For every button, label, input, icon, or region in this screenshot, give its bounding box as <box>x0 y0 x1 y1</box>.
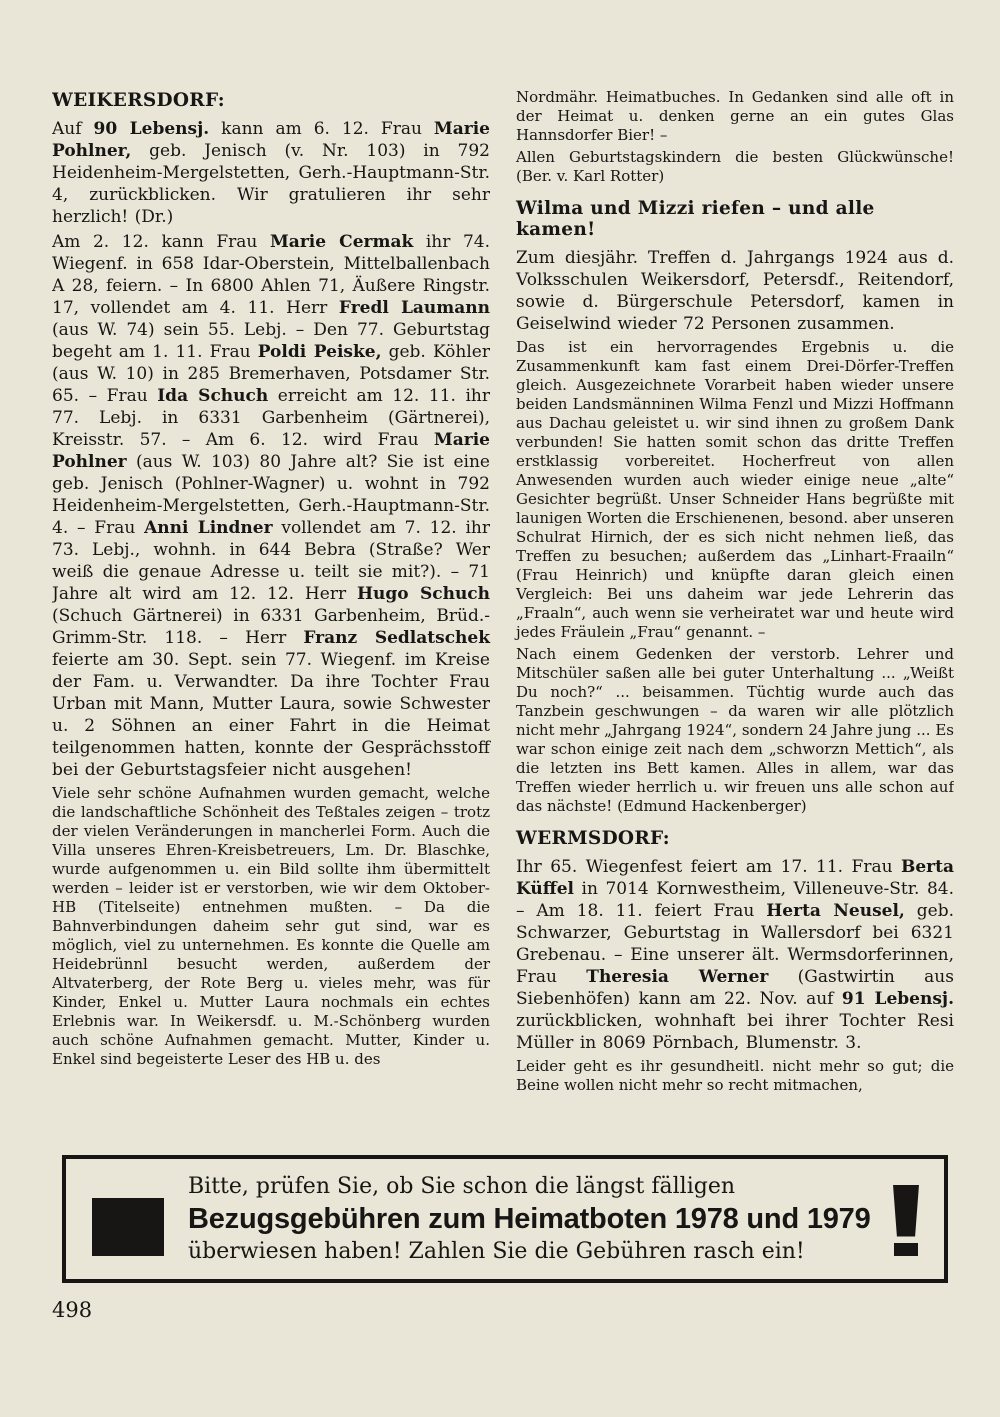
notice-line-3: überwiesen haben! Zahlen Sie die Gebühren rasch ein! <box>188 1238 805 1264</box>
exclamation-dot <box>894 1243 918 1256</box>
treffen-report-paragraph-2: Nach einem Gedenken der verstorb. Lehrer und Mitschüler saßen alle bei guter Unterhaltung ... „Weißt Du noch?“ ... beisammen. Tüchtig wurde auch das Tanzbein geschwungen – da waren wir alle plötzlich nicht mehr „Jahrgang 1924“, sondern 24 Jahre jung ... Es war schon einige zeit nach dem „schworzn Mettich“, als die letzten ins Bett kamen. Alles in allem, war das Treffen wieder herrlich u. wir freuen uns alle schon auf das nächste! (Edmund Hackenberger) <box>516 645 954 815</box>
report-paragraph-glueckwuensche: Allen Geburtstagskindern die besten Glückwünsche! (Ber. v. Karl Rotter) <box>516 148 954 185</box>
treffen-lead-paragraph: Zum diesjähr. Treffen d. Jahrgangs 1924 aus d. Volksschulen Weikersdorf, Petersdf., Reitendorf, sowie d. Bürgerschule Petersdorf, kamen in Geiselwind wieder 72 Personen zusammen. <box>516 248 954 334</box>
section-heading-treffen: Wilma und Mizzi riefen – und alle kamen! <box>516 198 875 240</box>
wermsdorf-birthday-paragraph: Ihr 65. Wiegenfest feiert am 17. 11. Frau Berta Küffel in 7014 Kornwestheim, Villeneuve-Str. 84. – Am 18. 11. feiert Frau Herta Neusel, geb. Schwarzer, Geburtstag in Wallersdorf bei 6321 Grebenau. – Eine unserer ält. Wermsdorferinnen, Frau Theresia Werner (Gastwirtin aus Siebenhöfen) kann am 22. Nov. auf 91 Lebensj. zurückblicken, wohnhaft bei ihrer Tochter Resi Müller in 8069 Pörnbach, Blumenstr. 3. <box>516 857 954 1053</box>
birthday-paragraph-list: Am 2. 12. kann Frau Marie Cermak ihr 74. Wiegenf. in 658 Idar-Oberstein, Mittelballenbach A 28, feiern. – In 6800 Ahlen 71, Äußere Ringstr. 17, vollendet am 4. 11. Herr Fredl Laumann (aus W. 74) sein 55. Lebj. – Den 77. Geburtstag begeht am 1. 11. Frau Poldi Peiske, geb. Köhler (aus W. 10) in 285 Bremerhaven, Potsdamer Str. 65. – Frau Ida Schuch erreicht am 12. 11. ihr 77. Lebj. in 6331 Garbenheim (Gärtnerei), Kreisstr. 57. – Am 6. 12. wird Frau Marie Pohlner (aus W. 103) 80 Jahre alt? Sie ist eine geb. Jenisch (Pohlner-Wagner) u. wohnt in 792 Heidenheim-Mergelstetten, Gerh.-Hauptmann-Str. 4. – Frau Anni Lindner vollendet am 7. 12. ihr 73. Lebj., wohnh. in 644 Bebra (Straße? Wer weiß die genaue Adresse u. teilt sie mit?). – 71 Jahre alt wird am 12. 12. Herr Hugo Schuch (Schuch Gärtnerei) in 6331 Garbenheim, Brüd.-Grimm-Str. 118. – Herr Franz Sedlatschek feierte am 30. Sept. sein 77. Wiegenf. im Kreise der Fam. u. Verwandter. Da ihre Tochter Frau Urban mit Mann, Mutter Laura, sowie Schwester u. 2 Söhnen an einer Fahrt in die Heimat teilgenommen hatten, konnte der Gesprächsstoff bei der Geburtstagsfeier nicht ausgehen! <box>52 232 491 780</box>
report-paragraph-continuation: Nordmähr. Heimatbuches. In Gedanken sind alle oft in der Heimat u. denken gerne an ein gutes Glas Hannsdorfer Bier! – <box>516 88 954 144</box>
subscription-notice-box <box>62 1155 948 1283</box>
exclamation-icon <box>888 1185 924 1256</box>
text-columns <box>52 88 954 1150</box>
notice-text <box>164 1174 880 1265</box>
notice-line-1: Bitte, prüfen Sie, ob Sie schon die längst fälligen <box>188 1173 736 1199</box>
treffen-report-paragraph-1: Das ist ein hervorragendes Ergebnis u. die Zusammenkunft kam fast einem Drei-Dörfer-Treffen gleich. Ausgezeichnete Vorarbeit haben wieder unsere beiden Landsmänninen Wilma Fenzl und Mizzi Hoffmann aus Dachau geleistet u. wir sind ihnen zu großem Dank verbunden! Sie hatten somit schon das dritte Treffen erstklassig vorbereitet. Hocherfreut von allen Anwesenden wurden auch wieder einige neue „alte“ Gesichter begrüßt. Unser Schneider Hans begrüßte mit launigen Worten die Erschienenen, besond. aber unseren Schulrat Hirnich, der es sich nicht nehmen ließ, das Treffen zu besuchen; außerdem das „Linhart-Fraailn“ (Frau Heinrich) und knüpfte daran gleich einen Vergleich: Bei uns daheim war jede Lehrerin das „Fraaln“, auch wenn sie verheiratet war und heute wird jedes Fräulein „Frau“ genannt. – <box>516 338 954 641</box>
exclamation-bar <box>893 1185 919 1237</box>
right-column <box>516 88 954 1150</box>
report-paragraph-aufnahmen: Viele sehr schöne Aufnahmen wurden gemacht, welche die landschaftliche Schönheit des Teßtales zeigen – trotz der vielen Veränderungen in mancherlei Form. Auch die Villa unseres Ehren-Kreisbetreuers, Lm. Dr. Blaschke, wurde aufgenommen u. ein Bild sollte ihm übermittelt werden – leider ist er verstorben, wie wir dem Oktober-HB (Titelseite) entnehmen mußten. – Da die Bahnverbindungen daheim sehr gut sind, war es möglich, viel zu unternehmen. Es konnte die Quelle am Heidebrünnl besucht werden, außerdem der Altvaterberg, der Rote Berg u. vieles mehr, was für Kinder, Enkel u. Mutter Laura nochmals ein echtes Erlebnis war. In Weikersdf. u. M.-Schönberg wurden auch schöne Aufnahmen gemacht. Mutter, Kinder u. Enkel sind begeisterte Leser des HB u. des <box>52 784 490 1068</box>
section-heading-wermsdorf: WERMSDORF: <box>516 828 670 849</box>
section-heading-weikersdorf: WEIKERSDORF: <box>52 90 225 111</box>
black-square-mark <box>92 1198 164 1256</box>
page-number: 498 <box>52 1298 93 1322</box>
birthday-paragraph-pohlner: Auf 90 Lebensj. kann am 6. 12. Frau Marie Pohlner, geb. Jenisch (v. Nr. 103) in 792 Heidenheim-Mergelstetten, Gerh.-Hauptmann-Str. 4, zurückblicken. Wir gratulieren ihr sehr herzlich! (Dr.) <box>52 119 490 227</box>
wermsdorf-health-paragraph: Leider geht es ihr gesundheitl. nicht mehr so gut; die Beine wollen nicht mehr so recht mitmachen, <box>516 1057 954 1094</box>
notice-line-2: Bezugsgebühren zum Heimatboten 1978 und 1979 <box>188 1202 871 1235</box>
left-column <box>52 88 490 1150</box>
